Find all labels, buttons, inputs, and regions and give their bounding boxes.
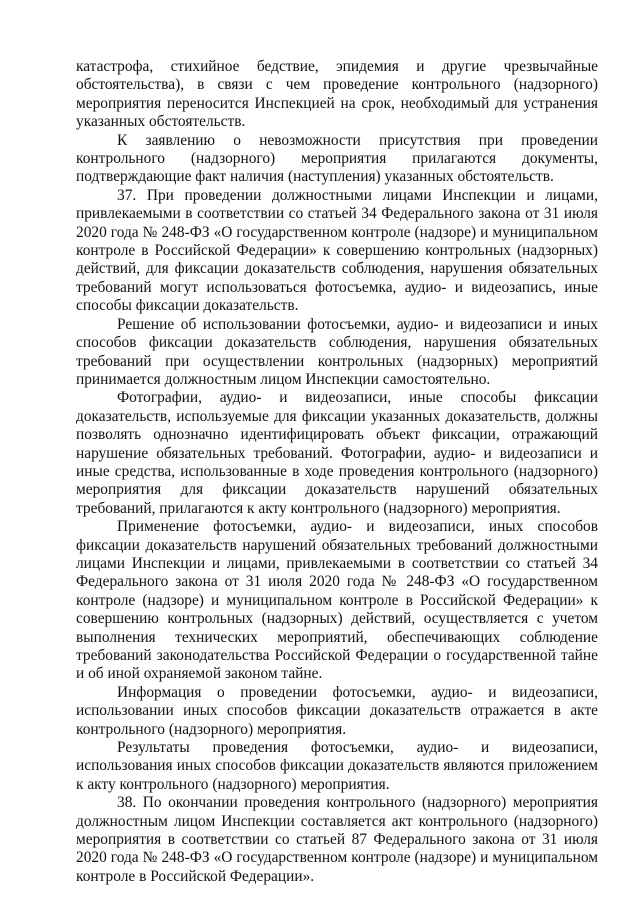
paragraph-fixation-application: Применение фотосъемки, аудио- и видеозаписи, иных способов фиксации доказательств нарушений обязательных требований должностными лицами Инспекции и лицами, привлекаемыми в соответствии со статьей 34 Федерального закона от 31 июля 2020 года № 248-ФЗ «О государственном контроле (надзоре) и муниципальном контроле в Российской Федерации» к совершению контрольных (надзорных) действий, осуществляется с учетом выполнения технических мероприятий, обеспечивающих соблюдение требований законодательства Российской Федерации о государственной тайне и об иной охраняемой законом тайне. [76, 518, 598, 683]
paragraph-fixation-information: Информация о проведении фотосъемки, аудио- и видеозаписи, использовании иных способов фиксации доказательств отражается в акте контрольного (надзорного) мероприятия. [76, 683, 598, 738]
paragraph-continuation: катастрофа, стихийное бедствие, эпидемия и другие чрезвычайные обстоятельства), в связи с чем проведение контрольного (надзорного) мероприятия переносится Инспекцией на срок, необходимый для устранения указанных обстоятельств. [76, 58, 598, 131]
paragraph-photo-requirements: Фотографии, аудио- и видеозаписи, иные способы фиксации доказательств, используемые для фиксации указанных доказательств, должны позволять однозначно идентифицировать объект фиксации, отражающий нарушение обязательных требований. Фотографии, аудио- и видеозаписи и иные средства, использованные в ходе проведения контрольного (надзорного) мероприятия для фиксации доказательств нарушений обязательных требований, прилагаются к акту контрольного (надзорного) мероприятия. [76, 389, 598, 517]
paragraph-fixation-results: Результаты проведения фотосъемки, аудио- и видеозаписи, использования иных способов фиксации доказательств являются приложением к акту контрольного (надзорного) мероприятия. [76, 739, 598, 793]
paragraph-item-38: 38. По окончании проведения контрольного (надзорного) мероприятия должностным лицом Инспекции составляется акт контрольного (надзорного) мероприятия в соответствии со статьей 87 Федерального закона от 31 июля 2020 года № 248-ФЗ «О государственном контроле (надзоре) и муниципальном контроле в Российской Федерации». [76, 794, 598, 885]
paragraph-item-37: 37. При проведении должностными лицами Инспекции и лицами, привлекаемыми в соответствии со статьей 34 Федерального закона от 31 июля 2020 года № 248-ФЗ «О государственном контроле (надзоре) и муниципальном контроле в Российской Федерации» к совершению контрольных (надзорных) действий, для фиксации доказательств соблюдения, нарушения обязательных требований могут использоваться фотосъемка, аудио- и видеозапись, иные способы фиксации доказательств. [76, 186, 598, 315]
paragraph-application-documents: К заявлению о невозможности присутствия при проведении контрольного (надзорного) мероприятия прилагаются документы, подтверждающие факт наличия (наступления) указанных обстоятельств. [76, 131, 598, 186]
paragraph-fixation-decision: Решение об использовании фотосъемки, аудио- и видеозаписи и иных способов фиксации доказательств соблюдения, нарушения обязательных требований при осуществлении контрольных (надзорных) мероприятий принимается должностным лицом Инспекции самостоятельно. [76, 315, 598, 388]
document-body [76, 58, 598, 886]
